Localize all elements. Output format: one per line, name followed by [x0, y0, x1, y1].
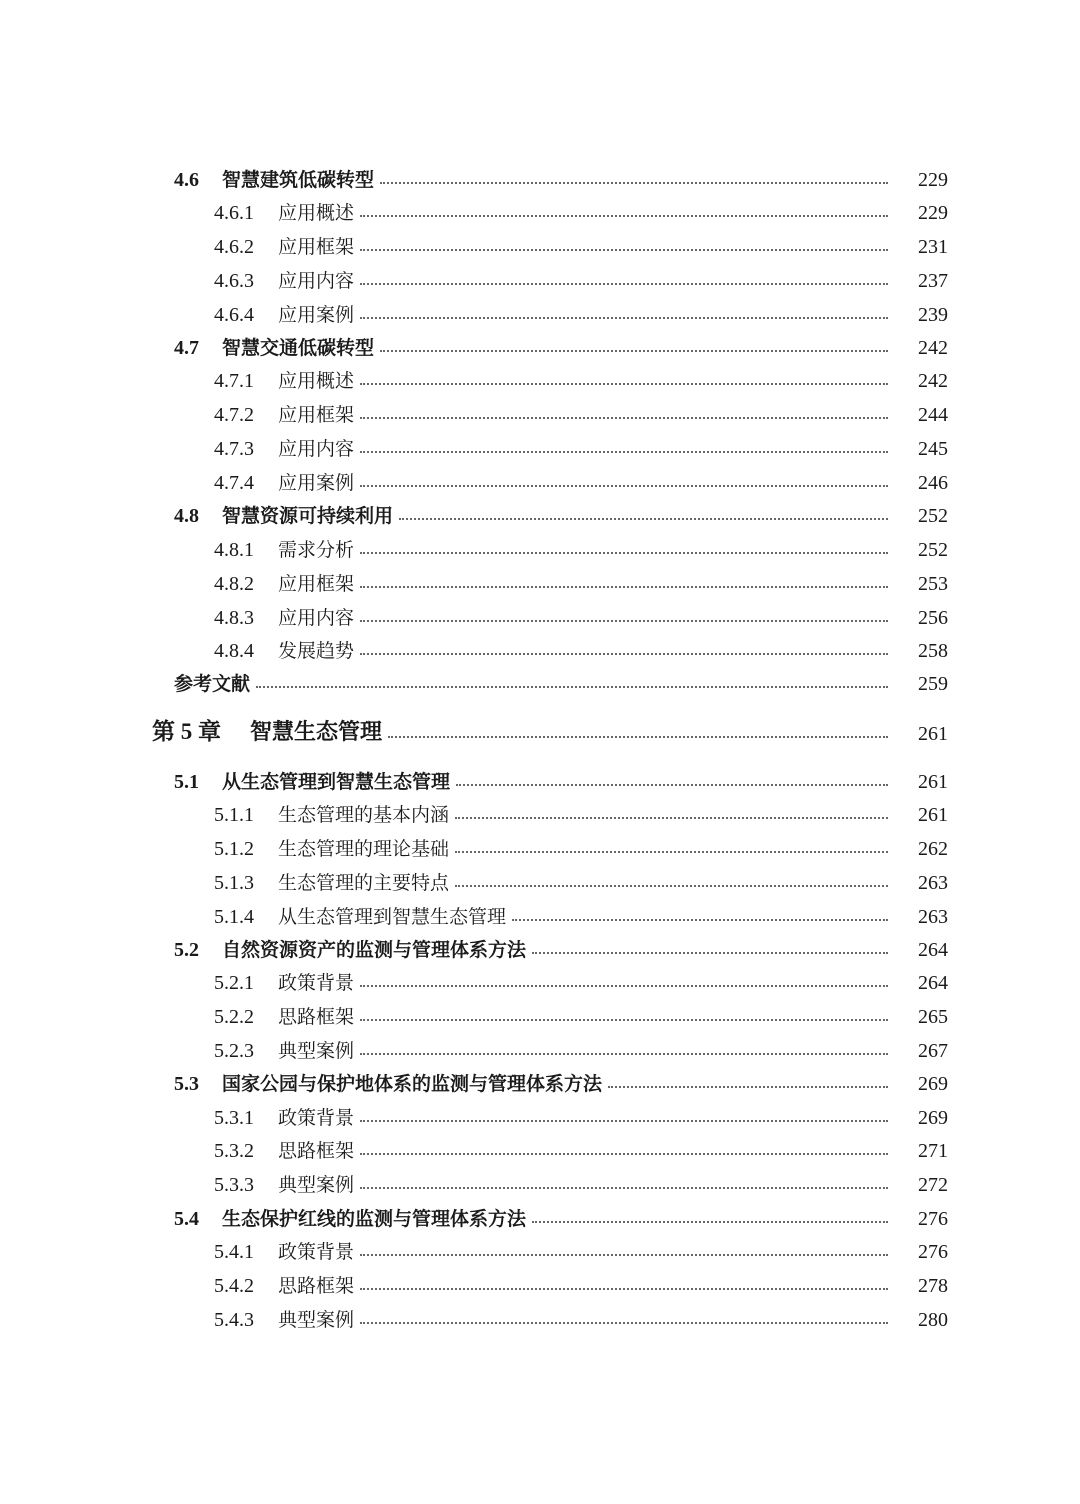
dot-leader	[360, 383, 888, 385]
toc-entry-number: 4.8	[174, 505, 199, 527]
toc-entry-page: 259	[918, 673, 948, 695]
dot-leader	[532, 952, 888, 954]
toc-entry-sub	[0, 393, 1080, 427]
dot-leader	[380, 350, 888, 352]
toc-entry-number: 5.2.2	[214, 1006, 254, 1028]
toc-entry-title: 智慧生态管理	[250, 719, 383, 745]
toc-entry-sub	[0, 1029, 1080, 1063]
toc-entry-page: 276	[918, 1241, 948, 1263]
dot-leader	[360, 215, 888, 217]
toc-entry-title: 智慧资源可持续利用	[222, 505, 394, 527]
dot-leader	[360, 249, 888, 251]
toc-entry-page: 258	[918, 640, 948, 662]
toc-entry-page: 271	[918, 1140, 948, 1162]
toc-entry-number: 4.7.2	[214, 404, 254, 426]
toc-entry-page: 252	[918, 539, 948, 561]
toc-entry-title: 应用框架	[278, 236, 355, 258]
toc-entry-sub	[0, 1264, 1080, 1298]
dot-leader	[380, 182, 888, 184]
toc-entry-page: 261	[918, 771, 948, 793]
dot-leader	[360, 1322, 888, 1324]
toc-entry-title: 典型案例	[278, 1174, 355, 1196]
toc-entry-title: 应用内容	[278, 270, 355, 292]
toc-entry-number: 5.3.1	[214, 1107, 254, 1129]
toc-entry-sub	[0, 225, 1080, 259]
toc-entry-page: 261	[918, 723, 948, 745]
toc-entry-section	[0, 158, 1080, 192]
toc-entry-title: 政策背景	[278, 1107, 355, 1129]
dot-leader	[532, 1221, 888, 1223]
toc-entry-number: 5.4.3	[214, 1309, 254, 1331]
toc-entry-number: 4.7	[174, 337, 199, 359]
toc-entry-number: 5.1.3	[214, 872, 254, 894]
toc-entry-number: 4.6.3	[214, 270, 254, 292]
toc-entry-sub	[0, 1298, 1080, 1332]
toc-entry-title: 智慧交通低碳转型	[222, 337, 375, 359]
toc-entry-number: 4.8.3	[214, 607, 254, 629]
toc-entry-number: 4.6.4	[214, 304, 254, 326]
dot-leader	[360, 552, 888, 554]
dot-leader	[360, 586, 888, 588]
toc-entry-sub	[0, 827, 1080, 861]
toc-entry-page: 262	[918, 838, 948, 860]
toc-entry-page: 280	[918, 1309, 948, 1331]
toc-entry-number: 5.2.3	[214, 1040, 254, 1062]
toc-entry-section	[0, 326, 1080, 360]
toc-entry-section	[0, 928, 1080, 962]
toc-entry-title: 政策背景	[278, 1241, 355, 1263]
toc-entry-number: 4.8.1	[214, 539, 254, 561]
toc-entry-number: 5.1	[174, 771, 199, 793]
toc-entry-title: 应用案例	[278, 472, 355, 494]
toc-entry-page: 253	[918, 573, 948, 595]
toc-entry-page: 278	[918, 1275, 948, 1297]
toc-entry-chapter	[0, 706, 1080, 746]
toc-entry-title: 应用内容	[278, 438, 355, 460]
toc-entry-number: 5.3	[174, 1073, 199, 1095]
toc-entry-title: 应用概述	[278, 370, 355, 392]
toc-entry-number: 5.2	[174, 939, 199, 961]
toc-entry-section	[0, 1197, 1080, 1231]
toc-entry-number: 第 5 章	[152, 719, 221, 744]
toc-entry-title: 自然资源资产的监测与管理体系方法	[222, 939, 527, 961]
toc-entry-page: 252	[918, 505, 948, 527]
toc-entry-title: 应用概述	[278, 202, 355, 224]
toc-entry-title: 应用案例	[278, 304, 355, 326]
toc-entry-title: 典型案例	[278, 1309, 355, 1331]
toc-entry-sub	[0, 861, 1080, 895]
toc-entry-page: 244	[918, 404, 948, 426]
dot-leader	[256, 686, 888, 688]
toc-entry-page: 245	[918, 438, 948, 460]
toc-entry-number: 5.1.4	[214, 906, 254, 928]
dot-leader	[360, 451, 888, 453]
toc-entry-number: 5.4	[174, 1208, 199, 1230]
dot-leader	[360, 1187, 888, 1189]
toc-entry-number: 4.6.1	[214, 202, 254, 224]
dot-leader	[360, 1288, 888, 1290]
toc-entry-number: 4.8.2	[214, 573, 254, 595]
toc-entry-title: 智慧建筑低碳转型	[222, 169, 375, 191]
toc-entry-number: 5.3.3	[214, 1174, 254, 1196]
dot-leader	[399, 518, 888, 520]
toc-entry-sub	[0, 293, 1080, 327]
toc-entry-number: 5.1.2	[214, 838, 254, 860]
toc-entry-page: 242	[918, 370, 948, 392]
dot-leader	[360, 283, 888, 285]
toc-entry-title: 政策背景	[278, 972, 355, 994]
toc-entry-number: 4.7.1	[214, 370, 254, 392]
toc-entry-sub	[0, 793, 1080, 827]
toc-entry-sub	[0, 1163, 1080, 1197]
toc-entry-title: 从生态管理到智慧生态管理	[222, 771, 451, 793]
toc-entry-page: 231	[918, 236, 948, 258]
toc-entry-title: 需求分析	[278, 539, 355, 561]
toc-entry-page: 263	[918, 906, 948, 928]
dot-leader	[455, 885, 888, 887]
toc-entry-sub	[0, 995, 1080, 1029]
toc-entry-sub	[0, 562, 1080, 596]
toc-entry-title: 从生态管理到智慧生态管理	[278, 906, 507, 928]
toc-entry-number: 4.6.2	[214, 236, 254, 258]
toc-entry-page: 256	[918, 607, 948, 629]
toc-entry-page: 263	[918, 872, 948, 894]
toc-entry-page: 269	[918, 1107, 948, 1129]
dot-leader	[360, 1254, 888, 1256]
dot-leader	[455, 817, 888, 819]
toc-entry-title: 生态管理的理论基础	[278, 838, 450, 860]
toc-entry-sub	[0, 461, 1080, 495]
toc-entry-title: 生态保护红线的监测与管理体系方法	[222, 1208, 527, 1230]
toc-entry-page: 276	[918, 1208, 948, 1230]
dot-leader	[360, 317, 888, 319]
toc-entry-title: 典型案例	[278, 1040, 355, 1062]
dot-leader	[455, 851, 888, 853]
toc-entry-section	[0, 494, 1080, 528]
dot-leader	[608, 1086, 888, 1088]
toc-entry-title: 思路框架	[278, 1140, 355, 1162]
toc-entry-title: 参考文献	[174, 673, 251, 695]
dot-leader	[360, 417, 888, 419]
toc-entry-page: 246	[918, 472, 948, 494]
dot-leader	[360, 620, 888, 622]
toc-entry-number: 5.4.1	[214, 1241, 254, 1263]
toc-entry-page: 267	[918, 1040, 948, 1062]
dot-leader	[360, 1153, 888, 1155]
toc-entry-number: 4.7.4	[214, 472, 254, 494]
toc-entry-ref	[0, 662, 1080, 696]
dot-leader	[388, 736, 888, 738]
toc-entry-sub	[0, 1129, 1080, 1163]
toc-entry-page: 272	[918, 1174, 948, 1196]
toc-entry-title: 生态管理的主要特点	[278, 872, 450, 894]
toc-entry-sub	[0, 1230, 1080, 1264]
toc-entry-number: 4.6	[174, 169, 199, 191]
toc-entry-page: 269	[918, 1073, 948, 1095]
dot-leader	[360, 1019, 888, 1021]
toc-entry-section	[0, 1062, 1080, 1096]
toc-entry-sub	[0, 596, 1080, 630]
toc-entry-sub	[0, 528, 1080, 562]
toc-entry-number: 5.3.2	[214, 1140, 254, 1162]
toc-entry-title: 发展趋势	[278, 640, 355, 662]
dot-leader	[456, 784, 888, 786]
dot-leader	[360, 1120, 888, 1122]
toc-entry-title: 思路框架	[278, 1006, 355, 1028]
toc-entry-section	[0, 760, 1080, 794]
toc-entry-sub	[0, 427, 1080, 461]
toc-entry-sub	[0, 359, 1080, 393]
toc-entry-sub	[0, 191, 1080, 225]
toc-entry-sub	[0, 895, 1080, 929]
toc-entry-title: 生态管理的基本内涵	[278, 804, 450, 826]
toc-entry-page: 242	[918, 337, 948, 359]
dot-leader	[512, 919, 888, 921]
toc-entry-title: 应用内容	[278, 607, 355, 629]
toc-entry-number: 5.1.1	[214, 804, 254, 826]
toc-entry-title: 思路框架	[278, 1275, 355, 1297]
toc-entry-page: 239	[918, 304, 948, 326]
toc-entry-page: 229	[918, 202, 948, 224]
dot-leader	[360, 485, 888, 487]
toc-entry-page: 264	[918, 972, 948, 994]
dot-leader	[360, 653, 888, 655]
toc-entry-page: 229	[918, 169, 948, 191]
toc-entry-sub	[0, 629, 1080, 663]
toc-entry-title: 应用框架	[278, 573, 355, 595]
toc-entry-sub	[0, 961, 1080, 995]
toc-entry-number: 4.8.4	[214, 640, 254, 662]
toc-entry-number: 5.2.1	[214, 972, 254, 994]
toc-entry-title: 应用框架	[278, 404, 355, 426]
toc-entry-sub	[0, 1096, 1080, 1130]
toc-entry-number: 4.7.3	[214, 438, 254, 460]
toc-entry-title: 国家公园与保护地体系的监测与管理体系方法	[222, 1073, 603, 1095]
toc-entry-page: 264	[918, 939, 948, 961]
toc-entry-page: 237	[918, 270, 948, 292]
toc-entry-sub	[0, 259, 1080, 293]
toc-entry-page: 265	[918, 1006, 948, 1028]
toc-entry-number: 5.4.2	[214, 1275, 254, 1297]
dot-leader	[360, 985, 888, 987]
dot-leader	[360, 1053, 888, 1055]
toc-entry-page: 261	[918, 804, 948, 826]
